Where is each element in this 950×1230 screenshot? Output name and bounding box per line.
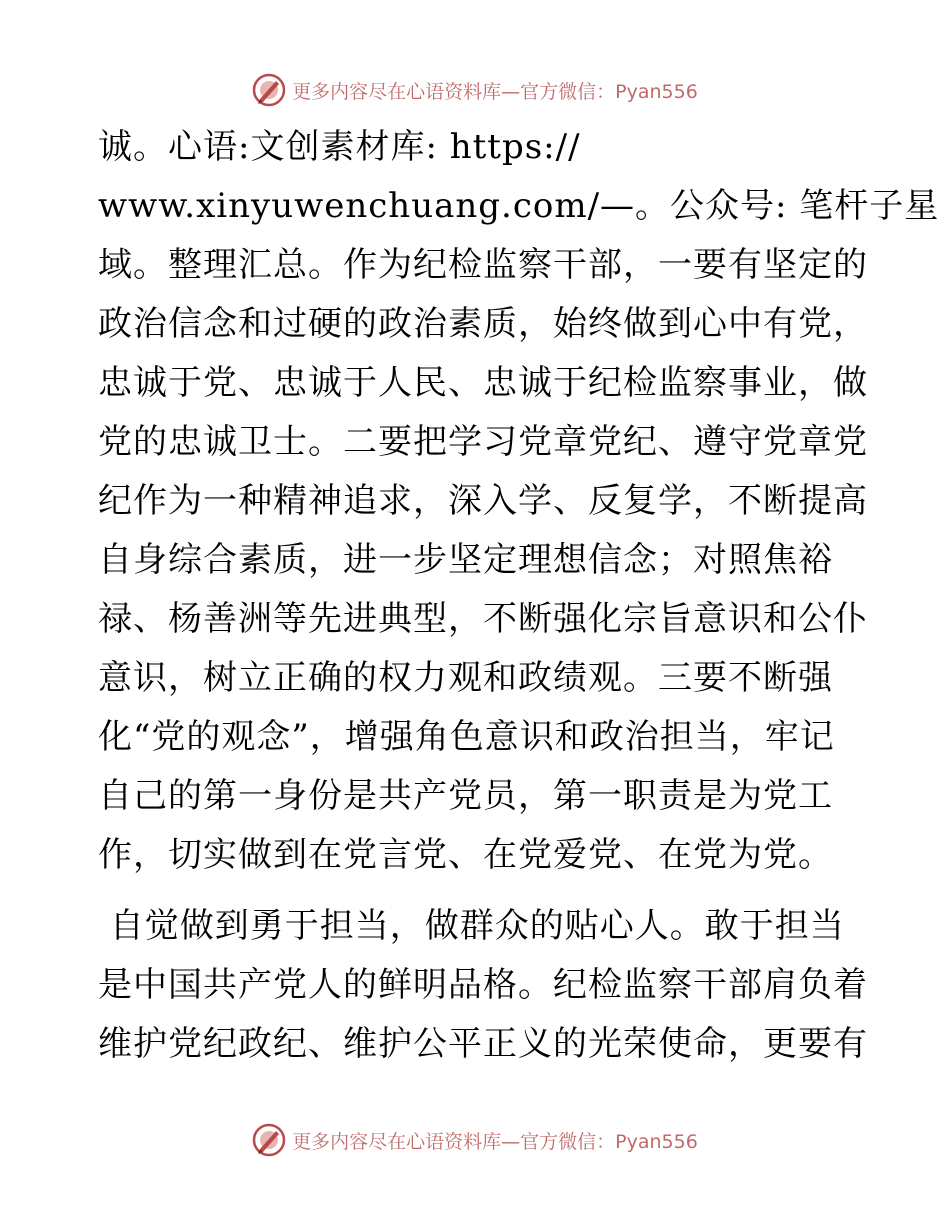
text-line: 自觉做到勇于担当，做群众的贴心人。敢于担当 <box>98 906 845 946</box>
text-line: 是中国共产党人的鲜明品格。纪检监察干部肩负着 <box>98 965 868 1005</box>
text-line: 自己的第一身份是共产党员，第一职责是为党工 <box>98 776 833 816</box>
document-body <box>98 118 940 1074</box>
pen-logo-icon <box>252 73 286 107</box>
paragraph <box>98 897 868 1074</box>
text-line: 作，切实做到在党言党、在党爱党、在党为党。 <box>98 835 833 875</box>
text-line: 忠诚于党、忠诚于人民、忠诚于纪检监察事业，做 <box>98 363 868 403</box>
text-line: 诚。心语:文创素材库: https:// <box>98 127 581 167</box>
text-line: 纪作为一种精神追求，深入学、反复学，不断提高 <box>98 481 868 521</box>
watermark-text: 更多内容尽在心语资料库—官方微信：Pyan556 <box>292 80 698 103</box>
text-line: 政治信念和过硬的政治素质，始终做到心中有党， <box>98 304 868 344</box>
text-line: 维护党纪政纪、维护公平正义的光荣使命，更要有 <box>98 1024 868 1064</box>
paragraph <box>98 118 940 885</box>
footer-watermark <box>0 1120 950 1160</box>
header-watermark <box>0 70 950 110</box>
text-line: 党的忠诚卫士。二要把学习党章党纪、遵守党章党 <box>98 422 868 462</box>
text-line: 意识，树立正确的权力观和政绩观。三要不断强 <box>98 658 833 698</box>
text-line: 禄、杨善洲等先进典型，不断强化宗旨意识和公仆 <box>98 599 868 639</box>
text-line: www.xinyuwenchuang.com/—。公众号: 笔杆子星 <box>98 186 940 226</box>
text-line: 域。整理汇总。作为纪检监察干部，一要有坚定的 <box>98 245 868 285</box>
watermark-text: 更多内容尽在心语资料库—官方微信：Pyan556 <box>292 1130 698 1153</box>
text-line: 化“党的观念”，增强角色意识和政治担当，牢记 <box>98 717 835 757</box>
pen-logo-icon <box>252 1123 286 1157</box>
text-line: 自身综合素质，进一步坚定理想信念；对照焦裕 <box>98 540 833 580</box>
